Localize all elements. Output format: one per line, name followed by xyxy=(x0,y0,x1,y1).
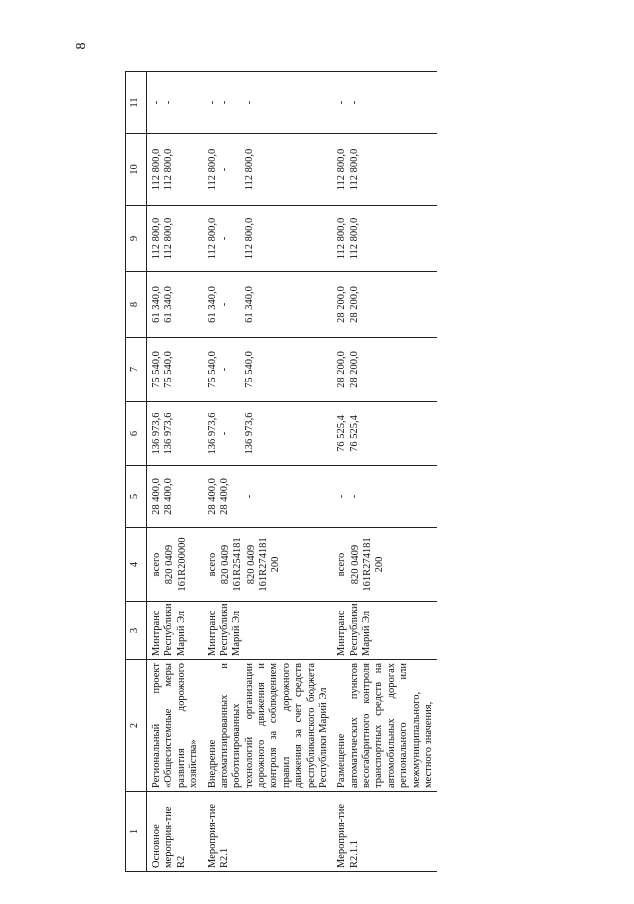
page-number: 8 xyxy=(74,42,89,50)
value-cell: - - - xyxy=(203,72,333,134)
value-cell: 28 400,0 28 400,0 xyxy=(147,466,203,528)
column-header-4: 4 xyxy=(126,528,147,602)
event-name-cell: Региональный проект «Общесистемные меры развития дорожного хозяйства» xyxy=(147,660,203,792)
value-cell: 61 340,0 - 61 340,0 xyxy=(203,272,333,338)
table-row xyxy=(332,72,437,872)
value-cell: 112 800,0 112 800,0 xyxy=(332,206,437,272)
budget-code-total: всего xyxy=(151,552,162,577)
executor-cell: Минтранс Республики Марий Эл xyxy=(203,602,333,660)
budget-table-rotated xyxy=(125,72,610,872)
budget-code: 820 0409 161R254181 xyxy=(219,537,244,592)
column-header-10: 10 xyxy=(126,134,147,206)
budget-code: 820 0409 161R274181 200 xyxy=(245,537,282,592)
value-cell: 75 540,0 75 540,0 xyxy=(147,338,203,402)
value-cell: 136 973,6 - 136 973,6 xyxy=(203,402,333,466)
event-name-cell: Внедрение автоматизированных и роботизированных технологий организации дорожного движения и контроля за соблюдением правил дорожного движения за счет средств республиканского бюджета Республики Марий Эл xyxy=(203,660,333,792)
budget-code-cell xyxy=(332,528,437,602)
value-cell: 61 340,0 61 340,0 xyxy=(147,272,203,338)
executor-cell: Минтранс Республики Марий Эл xyxy=(147,602,203,660)
event-code-cell: Мероприя-тие R2.1 xyxy=(203,792,333,872)
value-cell: 112 800,0 112 800,0 xyxy=(332,134,437,206)
executor-cell: Минтранс Республики Марий Эл xyxy=(332,602,437,660)
budget-code: 820 0409 161R200000 xyxy=(164,537,188,592)
event-code-cell: Основное мероприя-тие R2 xyxy=(147,792,203,872)
value-cell: - - xyxy=(147,72,203,134)
value-cell: 112 800,0 112 800,0 xyxy=(147,206,203,272)
table-row xyxy=(203,72,333,872)
column-header-1: 1 xyxy=(126,792,147,872)
value-cell: 28 200,0 28 200,0 xyxy=(332,338,437,402)
budget-code-total: всего xyxy=(336,552,348,577)
value-cell: 28 400,0 28 400,0 - xyxy=(203,466,333,528)
value-cell: 76 525,4 76 525,4 xyxy=(332,402,437,466)
column-header-9: 9 xyxy=(126,206,147,272)
value-cell: 28 200,0 28 200,0 xyxy=(332,272,437,338)
column-header-11: 11 xyxy=(126,72,147,134)
value-cell: 112 800,0 - 112 800,0 xyxy=(203,206,333,272)
value-cell: 112 800,0 - 112 800,0 xyxy=(203,134,333,206)
value-cell: - - xyxy=(332,466,437,528)
column-header-2: 2 xyxy=(126,660,147,792)
budget-code: 820 0409 161R274181 200 xyxy=(349,537,386,592)
budget-code-cell xyxy=(147,528,203,602)
column-header-7: 7 xyxy=(126,338,147,402)
value-cell: - - xyxy=(332,72,437,134)
column-header-6: 6 xyxy=(126,402,147,466)
value-cell: 75 540,0 - 75 540,0 xyxy=(203,338,333,402)
event-code-cell: Мероприя-тие R2.1.1 xyxy=(332,792,437,872)
value-cell: 112 800,0 112 800,0 xyxy=(147,134,203,206)
header-row xyxy=(126,72,147,872)
column-header-3: 3 xyxy=(126,602,147,660)
column-header-5: 5 xyxy=(126,466,147,528)
value-cell: 136 973,6 136 973,6 xyxy=(147,402,203,466)
budget-code-total: всего xyxy=(206,552,218,577)
budget-table xyxy=(125,71,437,872)
table-row xyxy=(147,72,203,872)
column-header-8: 8 xyxy=(126,272,147,338)
budget-code-cell xyxy=(203,528,333,602)
event-name-cell: Размещение автоматических пунктов весогабаритного контроля транспортных средств на автомобильных дорогах регионального или межмуниципального, местного значения, xyxy=(332,660,437,792)
